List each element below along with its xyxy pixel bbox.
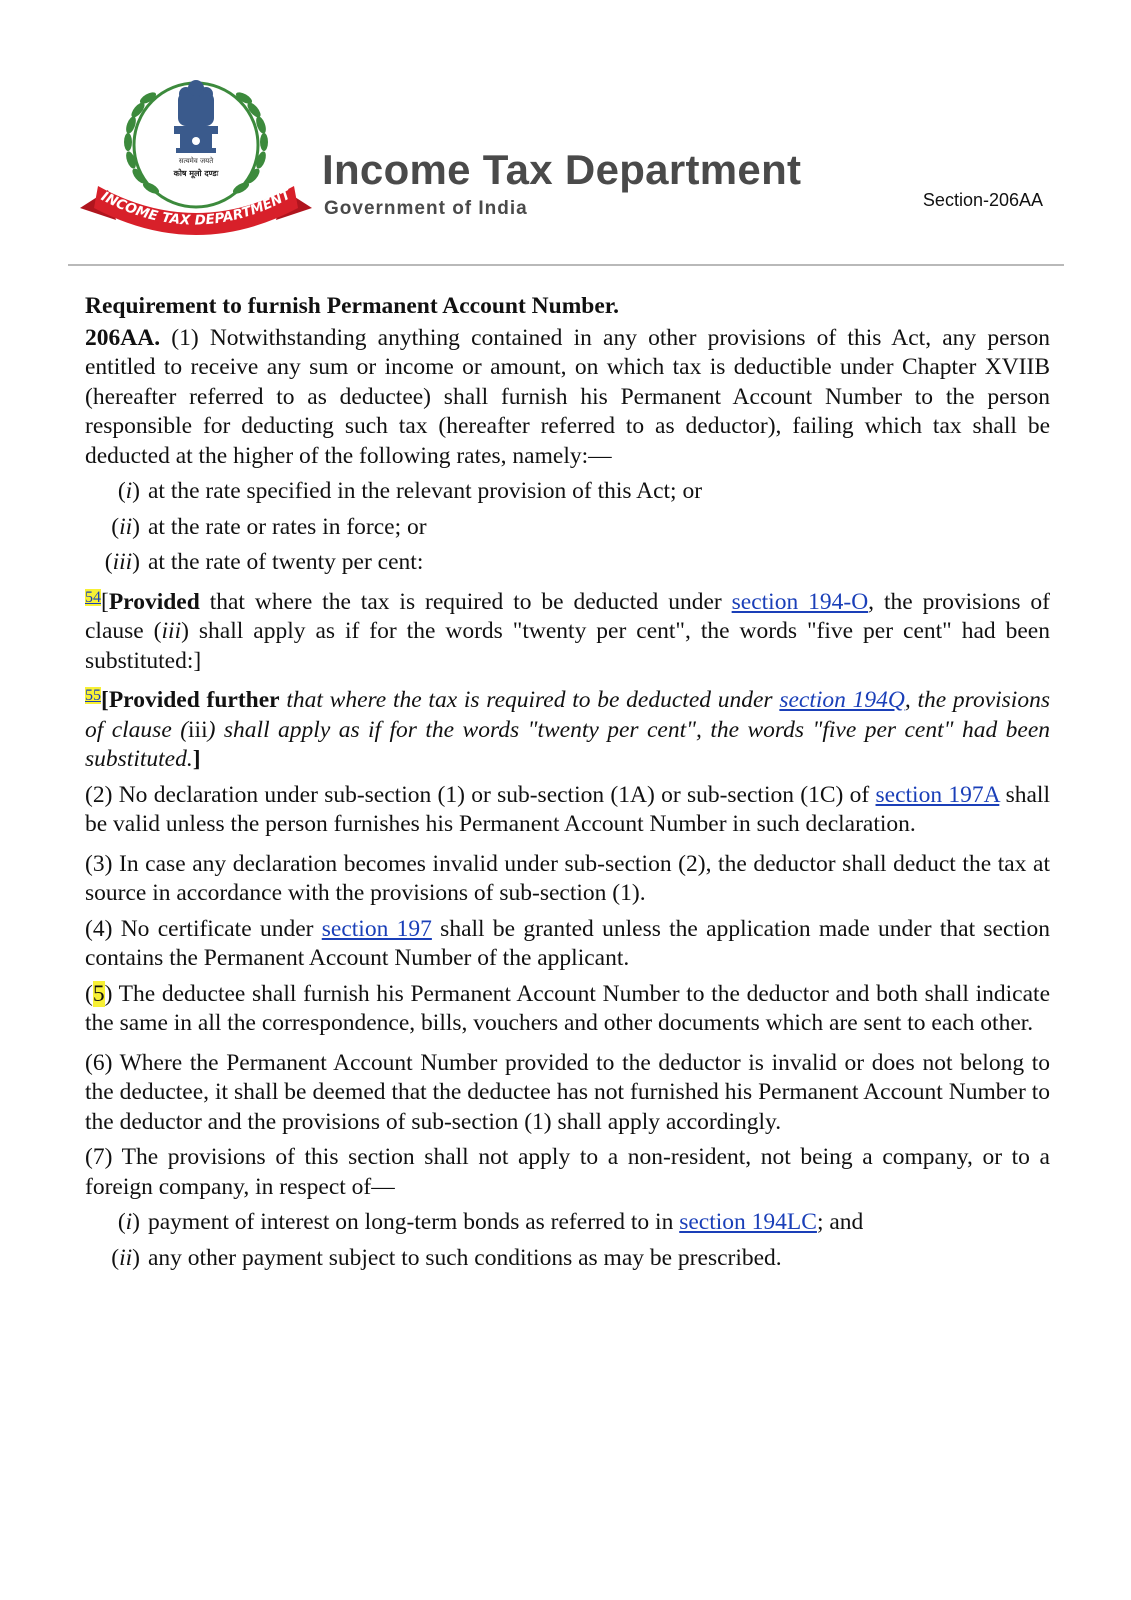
- logo-ribbon-text: INCOME TAX DEPARTMENT: [98, 186, 294, 229]
- department-subtitle: Government of India: [324, 198, 528, 219]
- section-heading: Requirement to furnish Permanent Account Number.: [85, 293, 619, 319]
- clause-number: (ii): [111, 1244, 140, 1271]
- clause-text: at the rate specified in the relevant provision of this Act; or: [148, 478, 703, 504]
- page-header: [0, 0, 1131, 270]
- proviso-2: $^{55}$[Provided further that where the tax is required to be deducted under section 194Q, the provisions of clause (iii) shall apply as if for the words "twenty per cent", the words "five per cent" had been substituted.]: [85, 687, 1051, 772]
- sub-section-6: (6) Where the Permanent Account Number provided to the deductor is invalid or does not belong to the deductee, it shall be deemed that the deductee has not furnished his Permanent Account Number to the deductor and the provisions of sub-section (1) shall apply accordingly.: [85, 1049, 1050, 1135]
- highlighted-number: 5: [92, 980, 105, 1007]
- logo-motto: सत्यमेव जयते: [178, 157, 214, 165]
- section-number: 206AA.: [85, 324, 161, 351]
- clause-text: at the rate or rates in force; or: [148, 513, 427, 540]
- department-title: Income Tax Department: [322, 146, 802, 193]
- clause-number: (ii): [111, 513, 140, 540]
- clause-ii: [85, 513, 1050, 543]
- section-reference: Section-206AA: [922, 190, 1043, 210]
- sub-section-3: (3) In case any declaration becomes invalid under sub-section (2), the deductor shall deduct the tax at source in accordance with the provisions of sub-section (1).: [85, 850, 1050, 906]
- clause-text: at the rate of twenty per cent:: [148, 549, 424, 575]
- sub-section-1-text: (1) Notwithstanding anything contained in any other provisions of this Act, any person entitled to receive any sum or income or amount, on which tax is deductible under Chapter XVIIB (hereafter referred to as deductee) shall furnish his Permanent Account Number to the person responsible for deducting such tax (hereafter referred to as deductor), failing which tax shall be deducted at the higher of the following rates, namely:—: [85, 324, 1050, 469]
- clause-7-ii: (ii) any other payment subject to such conditions as may be prescribed.: [85, 1244, 1050, 1274]
- clause-7-i: (i) payment of interest on long-term bonds as referred to in section 194LC; and: [85, 1208, 1050, 1238]
- clause-number: (i): [117, 478, 140, 504]
- sub-section-5: (5) The deductee shall furnish his Permanent Account Number to the deductor and both shall indicate the same in all the correspondence, bills, vouchers and other documents which are sent to each other.: [85, 980, 1050, 1036]
- footnote-54-link[interactable]: 54: [85, 588, 101, 606]
- income-tax-emblem-logo: [76, 70, 316, 240]
- clause-i: [85, 477, 1050, 507]
- document-body: [85, 292, 1050, 1273]
- clause-iii: [85, 548, 1050, 578]
- proviso-1: $^{54}$[Provided that where the tax is required to be deducted under section 194-O, the provisions of clause (iii) shall apply as if for the words "twenty per cent", the words "five per cent" had been substituted:]: [85, 588, 1050, 674]
- footnote-55-link[interactable]: 55: [85, 687, 101, 704]
- clause-number: (iii): [104, 549, 140, 575]
- sub-section-1: [85, 324, 1050, 472]
- logo-hindi-text: कोष मूलो दण्डः: [173, 169, 219, 178]
- section-194lc-link[interactable]: section 194LC: [679, 1209, 817, 1235]
- section-197-link[interactable]: section 197: [321, 915, 432, 942]
- section-194-o-link[interactable]: section 194-O: [731, 588, 869, 615]
- proviso-further-label: Provided further: [108, 687, 280, 713]
- proviso-label: Provided: [108, 588, 200, 615]
- section-194q-link[interactable]: section 194Q: [779, 687, 905, 713]
- section-197a-link[interactable]: section 197A: [875, 781, 1000, 808]
- header-divider: [68, 264, 1064, 266]
- sub-section-4: (4) No certificate under section 197 shall be granted unless the application made under that section contains the Permanent Account Number of the applicant.: [85, 915, 1050, 971]
- state-emblem-icon: [174, 80, 218, 153]
- clause-number: (i): [117, 1209, 140, 1235]
- sub-section-2: (2) No declaration under sub-section (1) or sub-section (1A) or sub-section (1C) of section 197A shall be valid unless the person furnishes his Permanent Account Number in such declaration.: [85, 781, 1050, 837]
- sub-section-7: (7) The provisions of this section shall not apply to a non-resident, not being a company, or to a foreign company, in respect of—: [85, 1144, 1050, 1200]
